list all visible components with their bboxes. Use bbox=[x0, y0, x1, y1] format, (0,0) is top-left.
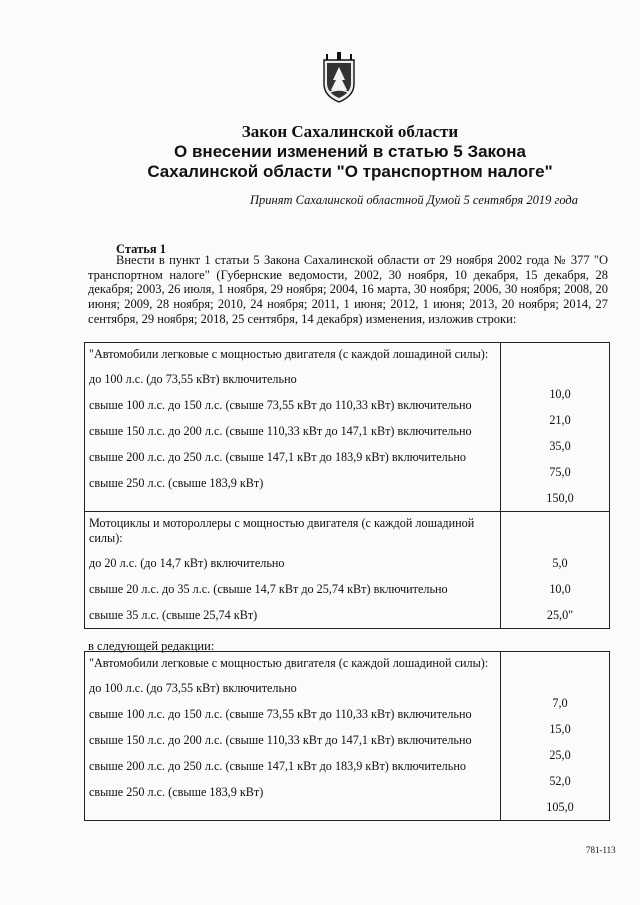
new-rates-table bbox=[84, 651, 610, 821]
rate-value: 150,0 bbox=[546, 491, 574, 505]
rate-value: 5,0 bbox=[552, 556, 568, 570]
law-subtitle-line-1: О внесении изменений в статью 5 Закона bbox=[174, 142, 526, 161]
table-row bbox=[85, 512, 610, 629]
rate-value: 105,0 bbox=[546, 800, 574, 814]
rate-label: свыше 100 л.с. до 150 л.с. (свыше 73,55 кВт до 110,33 кВт) включительно bbox=[89, 707, 472, 721]
rate-value: 25,0 bbox=[549, 748, 571, 762]
rate-label: свыше 20 л.с. до 35 л.с. (свыше 14,7 кВт до 25,74 кВт) включительно bbox=[89, 582, 448, 596]
rate-label: до 100 л.с. (до 73,55 кВт) включительно bbox=[89, 681, 297, 695]
rate-label: свыше 150 л.с. до 200 л.с. (свыше 110,33 кВт до 147,1 кВт) включительно bbox=[89, 424, 472, 438]
old-rates-table bbox=[84, 342, 610, 629]
article-heading: Статья 1 bbox=[116, 242, 166, 256]
table-row bbox=[85, 652, 610, 821]
rate-label: до 20 л.с. (до 14,7 кВт) включительно bbox=[89, 556, 285, 570]
rate-label: свыше 150 л.с. до 200 л.с. (свыше 110,33 кВт до 147,1 кВт) включительно bbox=[89, 733, 472, 747]
rate-value: 52,0 bbox=[549, 774, 571, 788]
adoption-note: Принят Сахалинской областной Думой 5 сентября 2019 года bbox=[249, 193, 578, 207]
document-code: 781-113 bbox=[586, 845, 616, 855]
rate-value: 35,0 bbox=[549, 439, 571, 453]
rate-value: 25,0" bbox=[546, 608, 574, 622]
rate-label: свыше 200 л.с. до 250 л.с. (свыше 147,1 кВт до 183,9 кВт) включительно bbox=[89, 450, 466, 464]
rate-label: свыше 100 л.с. до 150 л.с. (свыше 73,55 кВт до 110,33 кВт) включительно bbox=[89, 398, 472, 412]
rate-value: 10,0 bbox=[549, 582, 571, 596]
law-subtitle-line-2: Сахалинской области "О транспортном налоге" bbox=[147, 162, 553, 181]
article-text: Внести в пункт 1 статьи 5 Закона Сахалинской области от 29 ноября 2002 года № 377 "О транспортном налоге" (Губернские ведомости, 2002, 30 ноября, 10 декабря, 15 декабря, 28 декабря; 2003, 26 июля, 1 ноября, 29 ноября; 2004, 16 марта, 30 ноября; 2006, 30 ноября; 2008, 20 июня; 2009, 28 ноября; 2010, 24 ноября; 2011, 1 июня; 2012, 1 июня; 2013, 20 ноября; 2014, 27 сентября, 29 ноября; 2018, 25 сентября, 14 декабря) изменения, изложив строки: bbox=[88, 253, 608, 326]
coat-of-arms-emblem bbox=[321, 52, 357, 104]
rate-value: 15,0 bbox=[549, 722, 571, 736]
rate-value: 21,0 bbox=[549, 413, 571, 427]
rate-label: свыше 35 л.с. (свыше 25,74 кВт) bbox=[89, 608, 258, 622]
rate-value: 10,0 bbox=[549, 387, 571, 401]
moto-header: Мотоциклы и мотороллеры с мощностью двигателя (с каждой лошадиной силы): bbox=[89, 516, 475, 545]
rate-label: свыше 250 л.с. (свыше 183,9 кВт) bbox=[89, 785, 264, 799]
cars-header: "Автомобили легковые с мощностью двигателя (с каждой лошадиной силы): bbox=[89, 656, 489, 670]
rate-value: 7,0 bbox=[552, 696, 568, 710]
rate-value: 75,0 bbox=[549, 465, 571, 479]
law-title: Закон Сахалинской области bbox=[241, 122, 459, 141]
rate-label: свыше 200 л.с. до 250 л.с. (свыше 147,1 кВт до 183,9 кВт) включительно bbox=[89, 759, 466, 773]
rate-label: свыше 250 л.с. (свыше 183,9 кВт) bbox=[89, 476, 264, 490]
rate-label: до 100 л.с. (до 73,55 кВт) включительно bbox=[89, 372, 297, 386]
redaction-note: в следующей редакции: bbox=[88, 639, 215, 653]
cars-header: "Автомобили легковые с мощностью двигателя (с каждой лошадиной силы): bbox=[89, 347, 489, 361]
table-row bbox=[85, 343, 610, 512]
